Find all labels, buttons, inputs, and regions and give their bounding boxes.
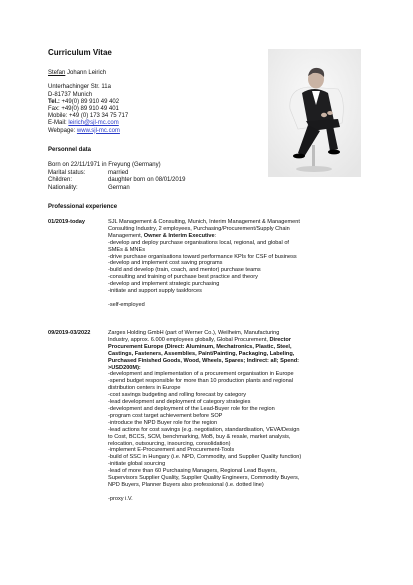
children-label: Children: bbox=[48, 177, 73, 183]
job-2-bullet: relocation, outsourcing, insourcing, consolidation) bbox=[108, 440, 231, 447]
job-1-line: Consulting Industry, 2 employees, Purchasing/Procurement/Supply Chain bbox=[108, 225, 290, 232]
born-line: Born on 22/11/1971 in Freyung (Germany) bbox=[48, 162, 161, 168]
email-link[interactable]: leirich@sjl-mc.com bbox=[68, 120, 119, 127]
job-1-role-line bbox=[108, 233, 413, 240]
job-1-bullet: -build and develop (train, coach, and mentor) purchase teams bbox=[108, 267, 261, 274]
job-1-role-suffix: : bbox=[214, 232, 217, 239]
job-2-bullet: -build of SSC in Hungary (i.e. NPD, Commodity, and Supplier Quality function) bbox=[108, 454, 302, 461]
personal-data bbox=[48, 162, 185, 192]
portrait-image bbox=[268, 49, 361, 177]
job-2-bullet: -development and implementation of a procurement organisation in Europe bbox=[108, 371, 294, 378]
phone-line bbox=[48, 99, 128, 106]
job-2-role-line: Purchased Finished Goods, Wood, Wheels, Spares; Indirect: all; Spend: bbox=[108, 357, 300, 364]
nationality-value: German bbox=[108, 184, 130, 191]
job-1-bullet: -develop and deploy purchase organisations local, regional, and global of bbox=[108, 239, 289, 246]
job-2-description bbox=[108, 330, 413, 503]
job-2-bullet: NPD Buyers, Planner Buyers also professional (i.e. dotted line) bbox=[108, 481, 264, 488]
street: Unterhachinger Str. 11a bbox=[48, 84, 111, 91]
city: D-81737 Munich bbox=[48, 91, 93, 98]
contact-block bbox=[48, 70, 128, 135]
job-2-bullet: -implement E-Procurement and Procurement-Tools bbox=[108, 447, 235, 454]
job-2-bullet: -spend budget responsible for more than 10 production plants and regional bbox=[108, 378, 294, 385]
job-1-role: Owner & Interim Executive bbox=[143, 232, 215, 239]
job-2-bullet: -initiate global sourcing bbox=[108, 461, 166, 468]
job-1-tail: -self-employed bbox=[108, 301, 145, 308]
job-2-date: 09/2019-03/2022 bbox=[48, 330, 91, 336]
web-line bbox=[48, 128, 128, 135]
personal-data-heading: Personnel data bbox=[48, 147, 92, 153]
job-2-bullet: -lead development and deployment of category strategies bbox=[108, 399, 251, 406]
job-2-role-line: >USD200M): bbox=[108, 364, 141, 371]
job-1-description bbox=[108, 219, 413, 309]
job-2-bullet: -program cost target achievement before SOP bbox=[108, 412, 223, 419]
job-1-bullet: -develop and implement cost saving programs bbox=[108, 260, 223, 267]
web-link[interactable]: www.sjl-mc.com bbox=[76, 127, 120, 134]
job-2-line-2-text: Industry, approx. 6.000 employees globally, Global Procurement, bbox=[108, 336, 270, 343]
nationality-label: Nationality: bbox=[48, 184, 78, 191]
job-2-role-start: Director bbox=[269, 336, 291, 343]
job-2-role-line: Procurement Europe (Direct: Aluminum, Mechatronics, Plastic, Steel, bbox=[108, 343, 292, 350]
portrait-photo bbox=[268, 49, 361, 177]
job-1-bullet: -consulting and training of purchase best practice and theory bbox=[108, 274, 258, 281]
job-1-bullet: -initiate and support supply taskforces bbox=[108, 288, 202, 295]
job-1-bullet: -develop and implement strategic purchasing bbox=[108, 281, 220, 288]
job-2-bullet: -development and deployment of the Lead-Buyer role for the region bbox=[108, 405, 275, 412]
job-2-line-2 bbox=[108, 337, 413, 344]
job-1-line: SJL Management & Consulting, Munich, Interim Management & Management bbox=[108, 219, 300, 225]
web-label: Webpage: bbox=[48, 127, 77, 134]
page-title: Curriculum Vitae bbox=[48, 48, 112, 57]
mobile: Mobile: +49 (0) 173 34 75 717 bbox=[48, 113, 129, 120]
job-2-bullet: -cost savings budgeting and rolling forecast by category bbox=[108, 392, 247, 399]
children-value: daughter born on 08/01/2019 bbox=[108, 177, 186, 183]
job-2-bullet: -lead actions for cost savings (e.g. negotiation, standardisation, VEVA/Design bbox=[108, 426, 300, 433]
marital-row bbox=[48, 170, 185, 178]
job-1-bullet: SMEs & MNEs bbox=[108, 246, 145, 253]
email-line bbox=[48, 120, 128, 127]
email-label: E-Mail: bbox=[48, 120, 69, 127]
job-1-role-prefix: Management, bbox=[108, 232, 144, 239]
job-2-bullet: distribution centers in Europe bbox=[108, 385, 181, 392]
job-2-role-line: Castings, Fasteners, Assemblies, Paint/Painting, Packaging, Labeling, bbox=[108, 350, 295, 357]
experience-heading: Professional experience bbox=[48, 204, 118, 210]
tel-label: Tel.: bbox=[48, 98, 60, 105]
job-2-bullet: -lead of more than 60 Purchasing Managers, Regional Lead Buyers, bbox=[108, 468, 277, 475]
job-1-bullet: -drive purchase organisations toward performance KPIs for CSF of business bbox=[108, 253, 297, 260]
job-2-bullet: -introduce the NPD Buyer role for the region bbox=[108, 419, 218, 426]
nationality-row bbox=[48, 185, 185, 193]
marital-value: married bbox=[108, 169, 129, 176]
job-2-tail: -proxy i.V. bbox=[108, 495, 133, 502]
job-1-date: 01/2019-today bbox=[48, 219, 86, 225]
tel: +49(0) 89 910 49 402 bbox=[59, 98, 120, 105]
first-name: Stefan bbox=[48, 70, 66, 76]
last-name: Johann Leirich bbox=[65, 70, 107, 76]
name-line bbox=[48, 70, 128, 77]
children-row bbox=[48, 177, 185, 185]
job-2-bullet: Supervisors Supplier Quality, Supplier Quality Engineers, Commodity Buyers, bbox=[108, 475, 300, 482]
marital-label: Marital status: bbox=[48, 169, 86, 176]
job-2-line: Zarges Holding GmbH (part of Werner Co.), Weilheim, Manufacturing bbox=[108, 330, 280, 336]
job-2-bullet: to Cost, BCCS, SCM, benchmarking, MoB, buy & resale, market analysis, bbox=[108, 433, 291, 440]
fax: Fax: +49(0) 89 910 49 401 bbox=[48, 106, 119, 112]
